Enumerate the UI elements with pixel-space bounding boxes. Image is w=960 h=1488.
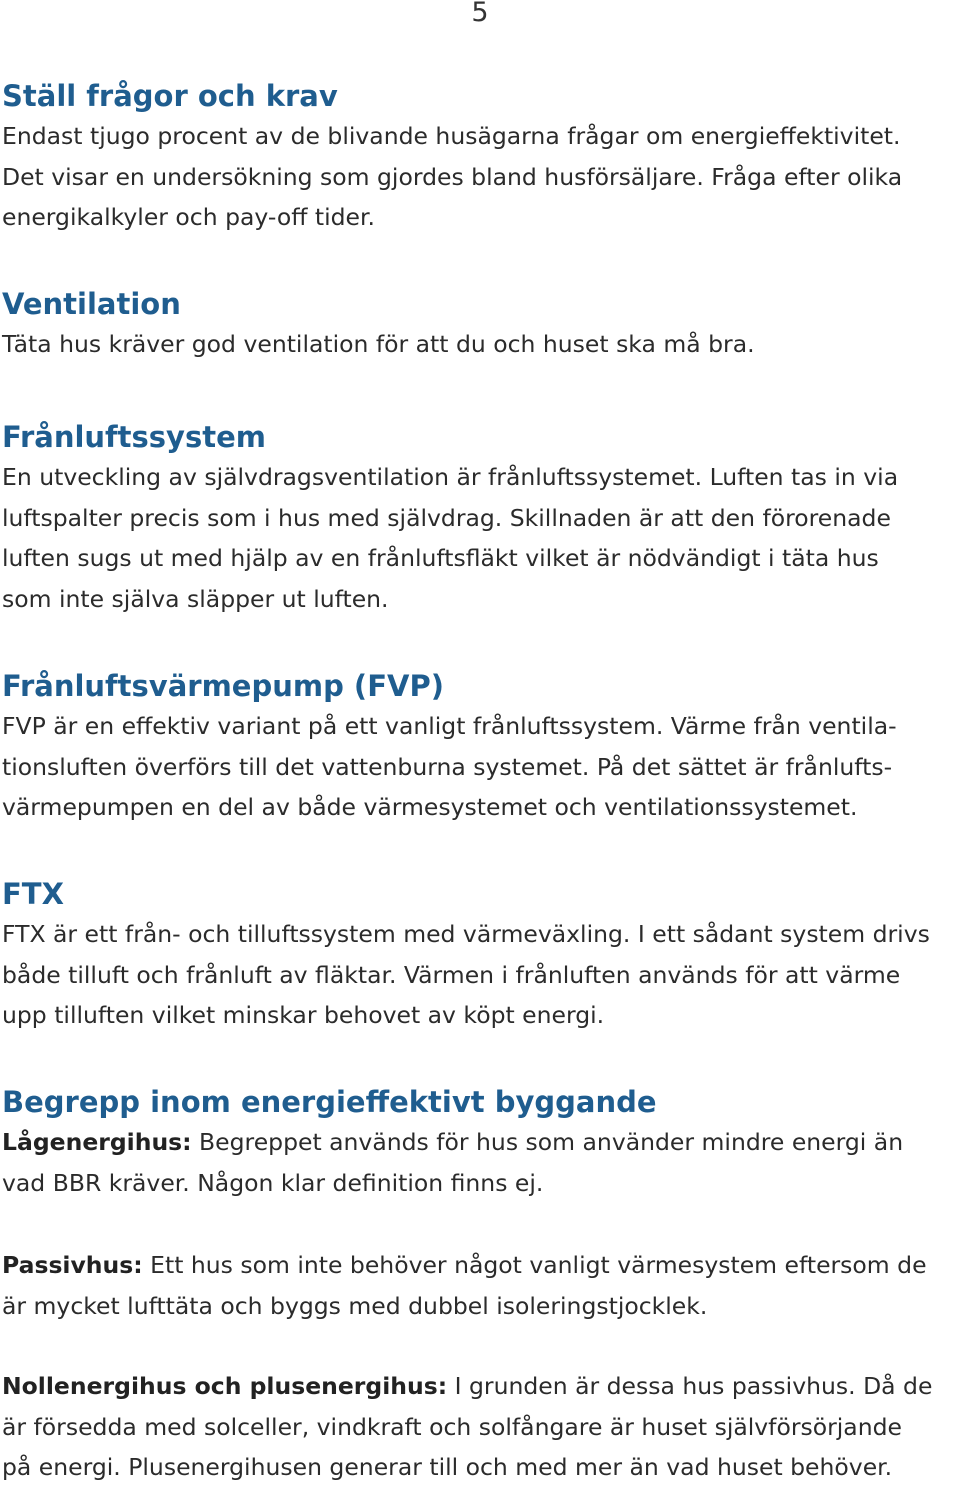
term-text: I grunden är dessa hus passivhus. Då de [447,1372,933,1400]
section-nollenergihus [2,1366,960,1488]
term-first-line [2,1122,960,1163]
body-line: luften sugs ut med hjälp av en frånluftsfläkt vilket är nödvändigt i täta hus [2,544,879,572]
section-heading: Ventilation [2,287,181,321]
section-stall-fragor [2,76,960,238]
section-body [2,706,960,828]
body-line: är mycket lufttäta och byggs med dubbel isoleringstjocklek. [2,1291,708,1320]
body-line: är försedda med solceller, vindkraft och solfångare är huset självförsörjande [2,1412,902,1441]
term-text: Ett hus som inte behöver något vanligt värmesystem eftersom de [142,1251,927,1279]
section-body [2,914,960,1036]
body-line: upp tilluften vilket minskar behovet av köpt energi. [2,1001,605,1029]
section-body [2,324,960,365]
section-heading: FTX [2,877,64,911]
body-line: både tilluft och frånluft av fläktar. Värmen i frånluften används för att värme [2,960,901,989]
section-heading: Begrepp inom energieffektivt byggande [2,1085,657,1119]
body-line: energikalkyler och pay-off tider. [2,203,375,231]
term-label: Nollenergihus och plusenergihus: [2,1372,448,1400]
body-line: Endast tjugo procent av de blivande husägarna frågar om energieffektivitet. [2,122,901,150]
body-line: Det visar en undersökning som gjordes bland husförsäljare. Fråga efter olika [2,162,903,191]
term-label: Passivhus: [2,1251,143,1279]
body-line: En utveckling av självdragsventilation är frånluftssystemet. Luften tas in via [2,463,899,491]
page-number: 5 [471,0,489,28]
section-fvp [2,666,960,828]
term-first-line [2,1366,960,1407]
term-lagenergihus [2,1122,960,1203]
term-text: Begreppet används för hus som använder mindre energi än [191,1128,904,1156]
body-line: på energi. Plusenergihusen generar till och med mer än vad huset behöver. [2,1453,893,1481]
section-begrepp [2,1082,960,1203]
section-heading: Ställ frågor och krav [2,79,338,113]
section-ventilation [2,284,960,365]
term-passivhus [2,1245,960,1326]
section-heading: Frånluftssystem [2,420,266,454]
body-line: luftspalter precis som i hus med självdrag. Skillnaden är att den förorenade [2,503,891,532]
body-line: FVP är en effektiv variant på ett vanligt frånluftssystem. Värme från ventila- [2,712,897,740]
section-heading: Frånluftsvärmepump (FVP) [2,669,444,703]
body-line: som inte själva släpper ut luften. [2,584,389,613]
term-nollenergihus [2,1366,960,1488]
term-label: Lågenergihus: [2,1128,192,1156]
body-line: vad BBR kräver. Någon klar definition finns ej. [2,1168,544,1197]
body-line: tionsluften överförs till det vattenburna systemet. På det sättet är frånlufts- [2,752,893,781]
section-body [2,457,960,619]
body-line: FTX är ett från- och tilluftssystem med värmeväxling. I ett sådant system drivs [2,920,930,948]
body-line: värmepumpen en del av både värmesystemet och ventilationssystemet. [2,793,858,821]
body-line: Täta hus kräver god ventilation för att du och huset ska må bra. [2,330,755,358]
section-body [2,116,960,238]
section-passivhus [2,1245,960,1326]
section-ftx [2,874,960,1036]
section-franluftssystem [2,417,960,619]
term-first-line [2,1245,960,1286]
